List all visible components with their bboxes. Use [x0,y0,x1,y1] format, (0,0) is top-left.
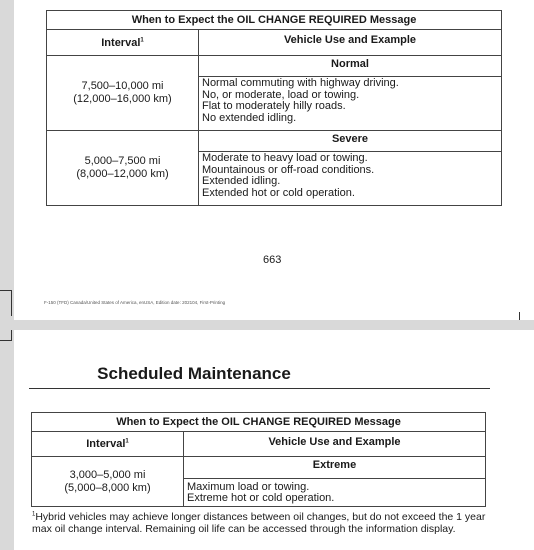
use-item: Extended idling. [202,175,281,188]
uses-cell-normal [199,77,502,131]
use-item: Mountainous or off-road conditions. [202,163,375,176]
oil-change-table-1 [46,10,502,206]
footnote-ref: 1 [140,36,144,43]
vehicle-use-header: Vehicle Use and Example [199,30,502,56]
use-item: Moderate to heavy load or towing. [202,152,368,164]
interval-mi: 5,000–7,500 mi [84,155,161,167]
page-number: 663 [263,254,282,266]
interval-header-label: Interval [86,438,126,450]
document-page-2 [14,330,534,550]
use-item: Maximum load or towing. [187,480,310,493]
document-page-1 [14,0,534,320]
table-caption: When to Expect the OIL CHANGE REQUIRED Message [47,11,502,30]
use-item: Normal commuting with highway driving. [202,77,399,89]
interval-cell-normal [47,56,199,131]
interval-km: (12,000–16,000 km) [73,93,172,105]
interval-header-label: Interval [101,36,141,49]
page-edge-mark [11,290,12,316]
vehicle-use-header: Vehicle Use and Example [184,432,486,457]
section-title: Scheduled Maintenance [97,364,291,383]
interval-cell-severe [47,131,199,206]
interval-cell-extreme [32,457,184,507]
interval-km: (5,000–8,000 km) [64,481,151,494]
footnote-ref: 1 [125,438,129,445]
use-item: Extreme hot or cold operation. [187,492,335,505]
uses-cell-extreme [184,479,486,507]
category-normal: Normal [199,56,502,77]
interval-mi: 7,500–10,000 mi [81,80,164,92]
interval-header [32,432,184,457]
page-edge-mark [11,330,12,341]
category-extreme: Extreme [184,457,486,479]
use-item: No, or moderate, load or towing. [202,88,360,101]
use-item: Flat to moderately hilly roads. [202,100,346,113]
table-caption: When to Expect the OIL CHANGE REQUIRED Message [32,413,486,432]
use-item: Extended hot or cold operation. [202,186,355,199]
page-edge-mark [519,312,520,320]
page-footer: F-150 (TFD) Canada/United States of America, enUSA, Edition date: 202104, First-Printing [44,300,226,305]
footnote-marker: 1 [32,511,36,518]
interval-header [47,30,199,56]
interval-km: (8,000–12,000 km) [76,168,169,180]
footnote-text: Hybrid vehicles may achieve longer distances between oil changes, but do not exceed the 1 year max oil change interval. Remaining oil life can be accessed through the information display. [32,511,486,535]
use-item: No extended idling. [202,111,297,124]
category-severe: Severe [199,131,502,152]
uses-cell-severe [199,152,502,206]
interval-mi: 3,000–5,000 mi [69,468,146,481]
title-rule [29,388,490,389]
footnote [32,512,502,535]
oil-change-table-2 [31,412,486,507]
